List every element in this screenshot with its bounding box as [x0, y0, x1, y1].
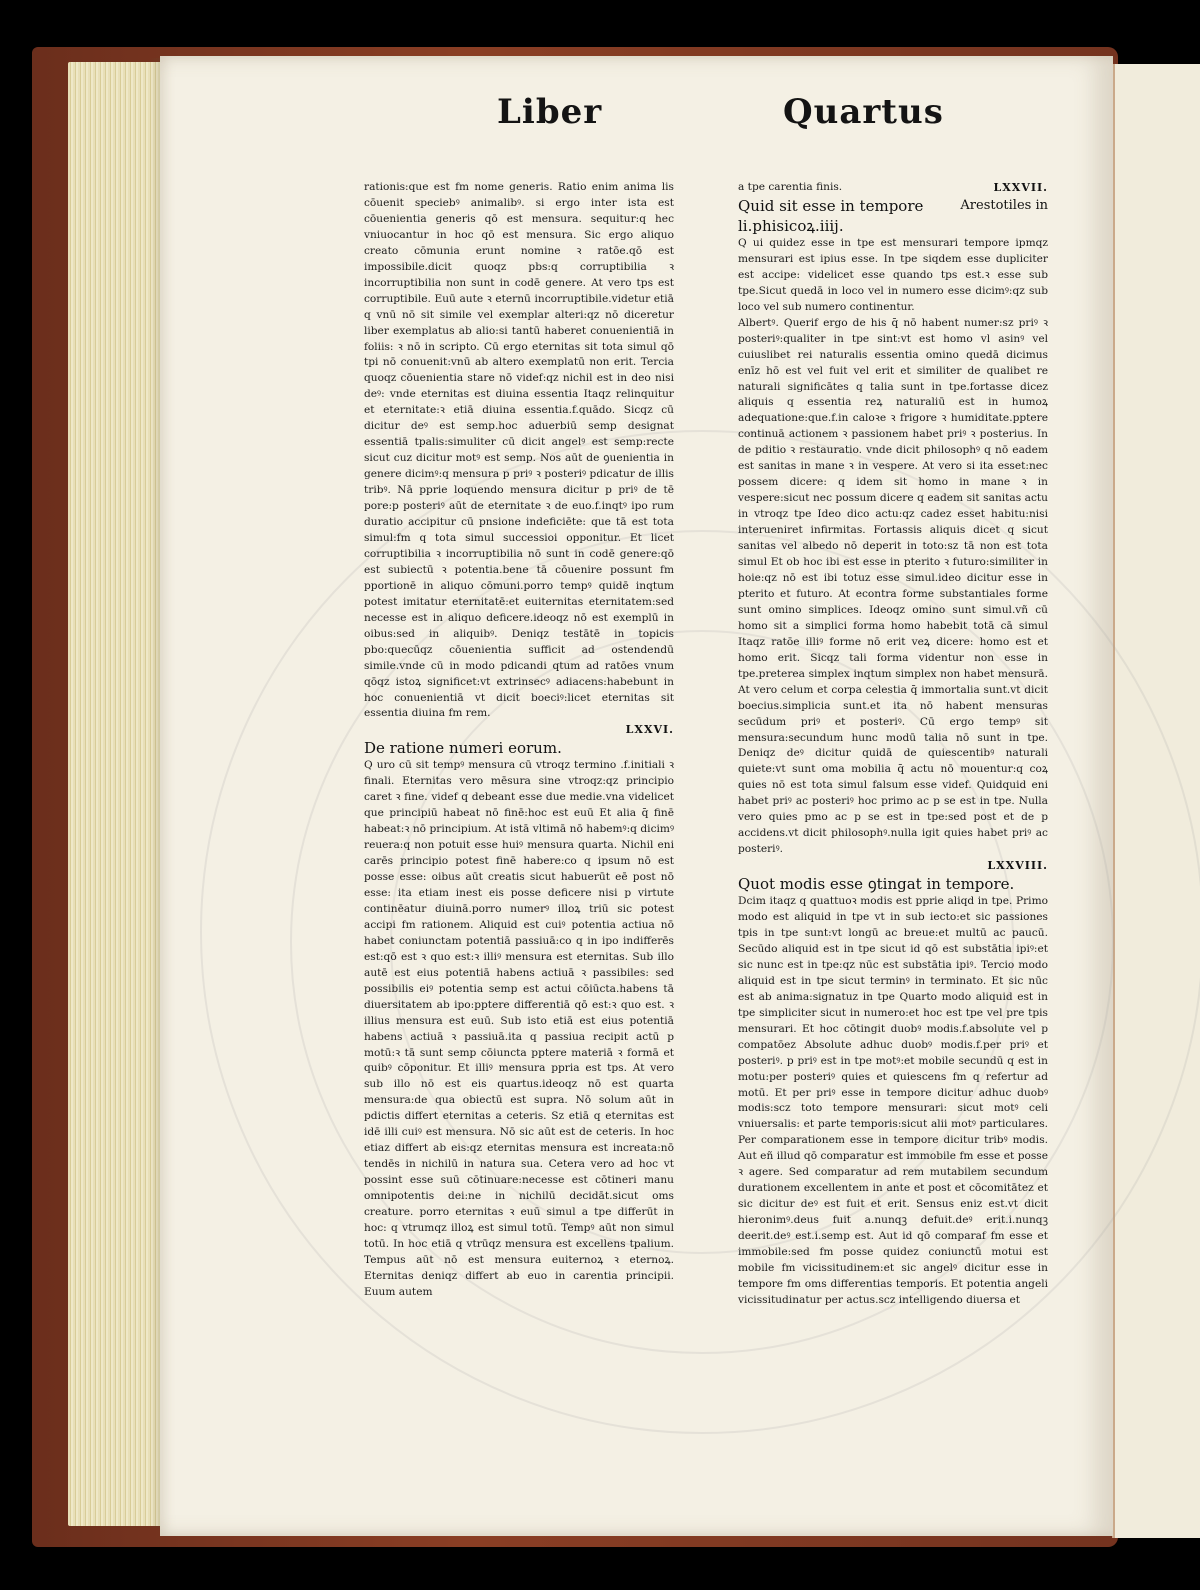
chapter-title: Quot modis esse ꝯtingat in tempore. [738, 875, 1015, 894]
chapter-title: De ratione numeri eorum. [364, 739, 562, 758]
chapter-author: Arestotiles in [960, 197, 1048, 213]
running-head-right: Quartus [783, 92, 944, 132]
paragraph: rationis:que est fm nome generis. Ratio enim anima lis cōuenit speciebꝰ animalibꝰ. si ergo inter ista est cōuenientia generis qō est mensura. sequitur:q hec vniuocantur in hoc qō est mensura. Sic ergo aliquo creato cōmunia erunt nomine ꝛ ratōe.qō est impossibile.dicit quoqz pbs:q corruptibilia ꝛ incorruptibilia non sunt in codē genere. At vero tps est corruptibile. Euū aute ꝛ eternū incorruptibile.videtur etiā q vnū nō sit simile vel exemplar alteri:qz nō diceretur liber exemplatus ab alio:si tantū haberet conuenientiā in foliis: ꝛ nō in scripto. Cū ergo eternitas sit tota simul qō tpi nō conuenit:vnū ab altero exemplatū non erit. Tercia quoqz cōuenientia stare nō videf:qz nichil est in deo nisi deꝰ: vnde eternitas est diuina essentia Itaqz relinquitur et eternitate:ꝛ etiā diuina essentia.f.quādo. Sicqz cū dicitur deꝰ est semp.hoc aduerbiū semp designat essentiā tpalis:simuliter cū dicit angelꝰ est semp:recte sicut cuz dicitur motꝰ est semp. Nos aūt de ꝯuenientia in genere dicimꝰ:q mensura p priꝰ ꝛ posteriꝰ pdicatur de illis tribꝰ. Nā pprie loquendo mensura dicitur p priꝰ de tē pore:p posteriꝰ aūt de eternitate ꝛ de euo.f.inqtꝰ ipo rum duratio accipitur cū pnsione indeficiēte: que tā est tota simul:fm q tota simul successioi opponitur. Et licet corruptibilia ꝛ incorruptibilia nō sunt in codē genere:qō est subiectū ꝛ potentia.bene tā cōuenire possunt fm pportionē in aliquo cōmuni.porro tempꝰ quidē inqtum potest imitatur eternitatē:et euiternitas eternitatem:sed necesse est in aliquo deficere.ideoqz nō est exemplū in oibus:sed in aliquibꝰ. Deniqz testātē in topicis pbo:quecūqz cōuenientia sufficit ad ostendendū simile.vnde cū in modo pdicandi qtum ad ratōes vnum qōqz istoꝝ significet:vt extrinsecꝰ adiacens:habebunt in hoc conuenientiā vt dicit boeciꝰ:licet eternitas sit essentia diuina fm rem. [364, 181, 674, 720]
chapter-heading [738, 196, 1048, 216]
paragraph: Albertꝰ. Querif ergo de his q̄ nō habent numer:sz priꝰ ꝛ posteriꝰ:qualiter in tpe sint:vt est homo vl asinꝰ vel cuiuslibet rei naturalis essentia omino quedā dicimus enīz hō est vel fuit vel erit et similiter de qualibet re naturali significātes q talia sunt in tpe.fortasse dicez aliquis q essentia reꝝ naturaliū est in humoꝝ adequatione:que.f.in caloꝛe ꝛ frigore ꝛ humiditate.pptere continuā actionem ꝛ passionem habet priꝰ ꝛ posterius. In de pditio ꝛ restauratio. vnde dicit philosophꝰ q nō eadem est sanitas in mane ꝛ in vespere. At vero si ita esset:nec possem dicere: q idem sit homo in mane ꝛ in vespere:sicut nec possum dicere q eadem sit sanitas actu in vtroqz tpe Ideo dico actu:qz cadez esset habitu:nisi interueniret infirmitas. Fortassis aliquis dicet q sicut sanitas vel albedo nō deperit in toto:sz tā non est tota simul Et ob hoc ibi est esse in pterito ꝛ futuro:similiter in hoie:qz nō est ibi totuz esse simul.ideo dicitur esse in pterito et futuro. At econtra forme substantiales forme sunt omino simplices. Ideoqz omino sunt simul.vñ cū homo sit a simplici forma homo habebit totā cā simul Itaqz ratōe illiꝰ forme nō erit veꝝ dicere: homo est et homo erit. Sicqz tali forma videntur non esse in tpe.preterea simplex inqtum simplex non habet mensurā. At vero celum et corpa celestia q̄ immortalia sunt.vt dicit boecius.simplicia sunt.et ita nō habent mensuras secūdum priꝰ et posteriꝰ. Cū ergo tempꝰ sit mensura:secundum hunc modū talia nō sunt in tpe. Deniqz deꝰ dicitur quidā de quiescentibꝰ naturali quiete:vt sunt oma mobilia q̄ actu nō mouentur:q coꝝ quies nō est tota simul falsum esse videf. Quidquid eni habet priꝰ ac posteriꝰ hoc primo ac p se est in tpe. Nulla vero quies pmo ac p se est in tpe:sed post et de p accidens.vt dicit philosophꝰ.nulla igit quies habet priꝰ ac posteriꝰ. [738, 316, 1048, 856]
paragraph: Q uro cū sit tempꝰ mensura cū vtroqz termino .f.initiali ꝛ finali. Eternitas vero mēsura sine vtroqz:qz principio caret ꝛ fine. videf q debeant esse due medie.vna videlicet que principiū habeat nō finē:hoc est euū Et alia q̄ finē habeat:ꝛ nō principium. At istā vltimā nō habemꝰ:q dicimꝰ reuera:q non potuit esse huiꝰ mensura quarta. Nichil eni carēs principio potest finē habere:co q ipsum nō est posse esse: oibus aūt creatis sicut habuerūt eē post nō esse: ita etiam inest eis posse deficere nisi p virtute continēatur diuinā.porro numerꝰ illoꝝ triū sic potest accipi fm rationem. Aliquid est cuiꝰ potentia actiua nō habet coniunctam potentiā passiuā:co q in ipo indifferēs est:qō est ꝛ quo est:ꝛ illiꝰ mensura est eternitas. Sub illo autē est eius potentiā habens actiuā ꝛ passibiles: sed possibilis eiꝰ potentia semp est actui cōiūcta.habens tā diuersitatem ab ipo:pptere differentiā qō est:ꝛ quo est. ꝛ illius mensura est euū. Sub isto etiā est eius potentiā habens actiuā ꝛ passiuā.ita q passiua recipit actū p motū:ꝛ tā sunt semp cōiuncta pptere materiā ꝛ formā et quibꝰ cōponitur. Et illiꝰ mensura ppria est tps. At vero sub illo nō est eis quartus.ideoqz nō est quarta mensura:de qua obiectū est supra. Nō solum aūt in pdictis differt eternitas a ceteris. Sz etiā q eternitas est idē illi cuiꝰ est mensura. Nō sic aūt est de ceteris. In hoc etiaz differt ab eis:qz eternitas mensura est increata:nō tendēs in nichilū in natura sua. Cetera vero ad hoc vt possint esse suū cōtinuare:necesse est cōtineri manu omnipotentis dei:ne in nichilū decidāt.sicut oms creature. porro eternitas ꝛ euū simul a tpe differūt in hoc: q vtrumqz illoꝝ est simul totū. Tempꝰ aūt non simul totū. In hoc etiā q vtrūqz mensura est excellens tpalium. Tempus aūt nō est mensura euiternoꝝ ꝛ eternoꝝ. Eternitas deniqz differt ab euo in carentia principii. Euum autem [364, 759, 674, 1298]
running-head-left: Liber [497, 92, 603, 132]
paragraph: Q ui quidez esse in tpe est mensurari tempore ipmqz mensurari est ipius esse. In tpe siqdem esse dupliciter est accipe: videlicet esse quando tps est.ꝛ esse sub tpe.Sicut quedā in loco vel in numero esse dicimꝰ:qz sub loco vel sub numero continentur. [738, 236, 1048, 313]
column-opening [738, 180, 1048, 196]
page-edges-left [68, 62, 163, 1526]
lead-text: a tpe carentia finis. [738, 181, 843, 193]
chapter-title: Quid sit esse in tempore [738, 196, 924, 215]
text-column-right [738, 180, 1048, 1309]
chapter-source: li.phisicoꝝ.iiij. [738, 216, 844, 235]
paragraph: Dcim itaqz q quattuoꝛ modis est pprie aliqd in tpe. Primo modo est aliquid in tpe vt in sub iecto:et sic passiones tpis in tpe sunt:vt longū ac breue:et multū ac paucū. Secūdo aliquid est in tpe sicut id qō est substātia ipiꝰ:et sic nunc est in tpe:qz nūc est substātia ipiꝰ. Tercio modo aliquid est in tpe sicut terminꝰ in terminato. Et sic nūc est ab anima:signatuz in tpe Quarto modo aliquid est in tpe simpliciter sicut in numero:et hoc est tpe vel pre tpis mensurari. Et hoc cōtingit duobꝰ modis.f.absolute vel p compatōez Absolute adhuc duobꝰ modis.f.per priꝰ et posteriꝰ. p priꝰ est in tpe motꝰ:et mobile secundū q est in motu:per posteriꝰ quies et quiescens fm q refertur ad motū. Et per priꝰ esse in tempore dicitur adhuc duobꝰ modis:scz toto tempore mensurari: sicut motꝰ celi vniuersalis: et parte temporis:sicut alii motꝰ particulares. Per comparationem esse in tempore dicitur tribꝰ modis. Aut eñ illud qō comparatur est immobile fm esse et posse ꝛ agere. Sed comparatur ad rem mutabilem secundum durationem excellentem in ante et post et cōcomitātez et sic dicitur deꝰ est fuit et erit. Sensus eniz est.vt dicit hieronimꝰ.deus fuit a.nunqꝫ defuit.deꝰ erit.i.nunqꝫ deerit.deꝰ est.i.semp est. Aut id qō comparaf fm esse et immobile:sed fm posse quidez coniunctū motui est mobile fm vicissitudinem:et sic angelꝰ dicitur esse in tempore fm oms differentias temporis. Et potentia angeli vicissitudinatur per actus.scz intelligendo diuersa et [738, 895, 1048, 1306]
chapter-number: LXXVII. [993, 181, 1048, 194]
chapter-number: LXXVI. [625, 723, 674, 737]
facing-page-edge [1112, 64, 1200, 1538]
chapter-number: LXXVIII. [987, 859, 1048, 873]
text-column-left [364, 180, 674, 1301]
